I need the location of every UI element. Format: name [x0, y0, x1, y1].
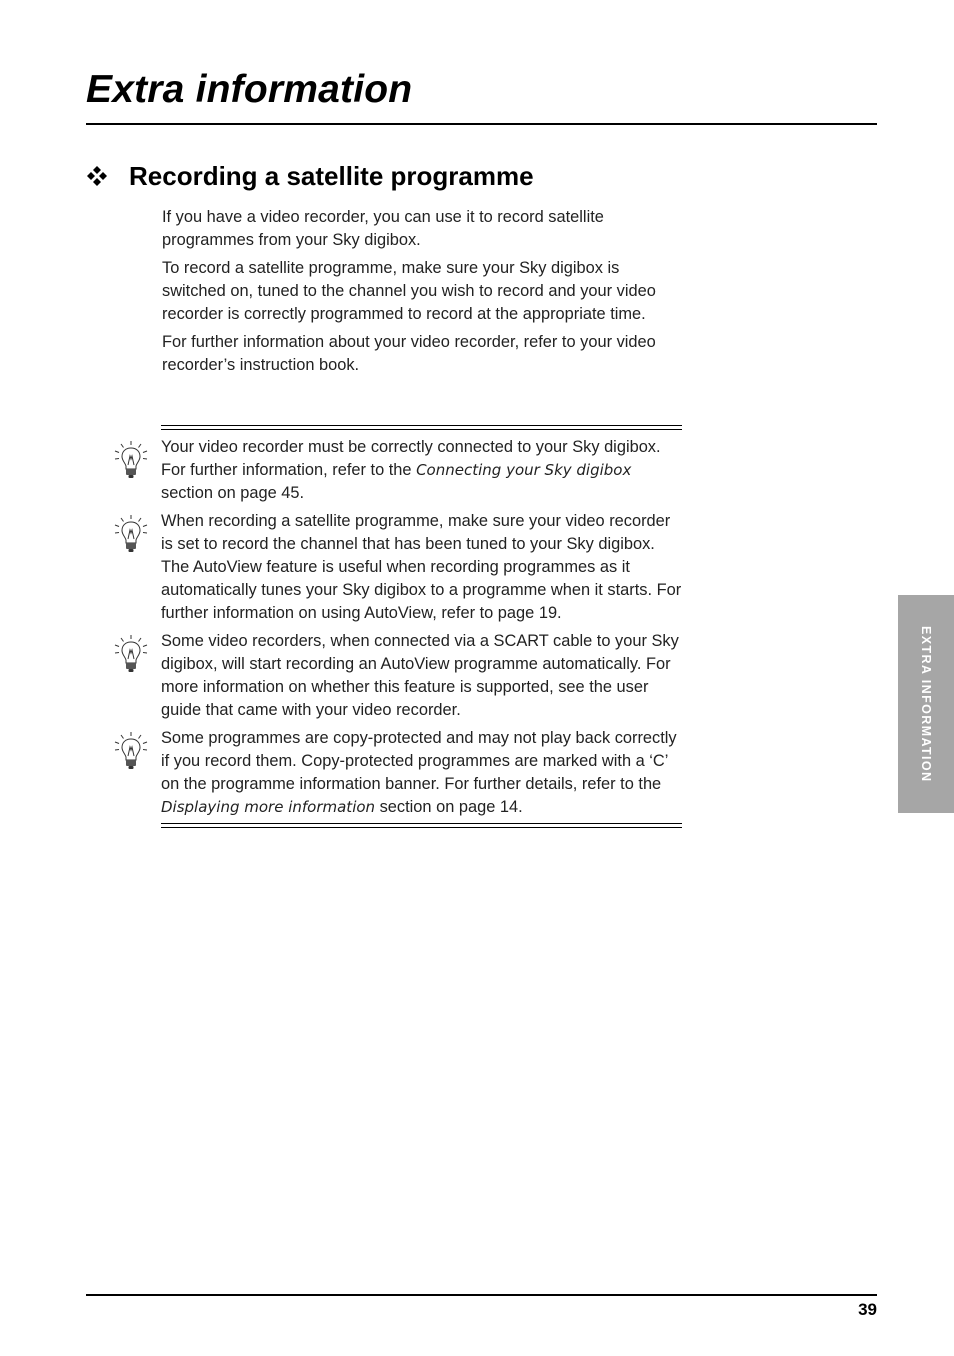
section-body: [162, 206, 687, 382]
section-heading: [86, 158, 534, 194]
footer-rule: [86, 1294, 877, 1296]
notes-list: [161, 430, 682, 823]
side-tab-label: EXTRA INFORMATION: [919, 625, 933, 783]
body-paragraph: For further information about your video recorder, refer to your video recorder’s instruction book.: [162, 333, 656, 374]
body-paragraph: If you have a video recorder, you can use it to record satellite programmes from your Sky digibox.: [162, 208, 604, 249]
lightbulb-icon: [113, 634, 149, 674]
page-number: 39: [858, 1300, 877, 1319]
note-item: When recording a satellite programme, make sure your video recorder is set to record the channel that has been tuned to your Sky digibox. The AutoView feature is useful when recording programmes as it automatically tunes your Sky digibox to a programme when it starts. For further information on using AutoView, refer to page 19.: [161, 510, 682, 625]
side-tab: [898, 595, 954, 813]
four-diamond-bullet-icon: [86, 165, 108, 187]
notes-box: [161, 425, 682, 828]
lightbulb-icon: [113, 731, 149, 771]
section-reference: Displaying more information: [161, 798, 376, 816]
section-title: Recording a satellite programme: [129, 161, 534, 191]
note-item: Your video recorder must be correctly connected to your Sky digibox. For further information, refer to the Connecting your Sky digibox section on page 45.: [161, 436, 682, 505]
page-title: Extra information: [86, 68, 413, 111]
body-paragraph: To record a satellite programme, make sure your Sky digibox is switched on, tuned to the channel you wish to record and your video recorder is correctly programmed to record at the appropriate time.: [162, 259, 656, 323]
section-reference: Connecting your Sky digibox: [416, 461, 632, 479]
note-item: Some video recorders, when connected via a SCART cable to your Sky digibox, will start recording an AutoView programme automatically. For more information on whether this feature is supported, see the user guide that came with your video recorder.: [161, 630, 682, 722]
title-rule: [86, 123, 877, 125]
note-item: Some programmes are copy-protected and may not play back correctly if you record them. Copy-protected programmes are marked with a ‘C’ on the programme information banner. For further details, refer to the Displaying more information section on page 14.: [161, 727, 682, 819]
lightbulb-icon: [113, 440, 149, 480]
notes-bottom-rule: [161, 823, 682, 828]
lightbulb-icon: [113, 514, 149, 554]
